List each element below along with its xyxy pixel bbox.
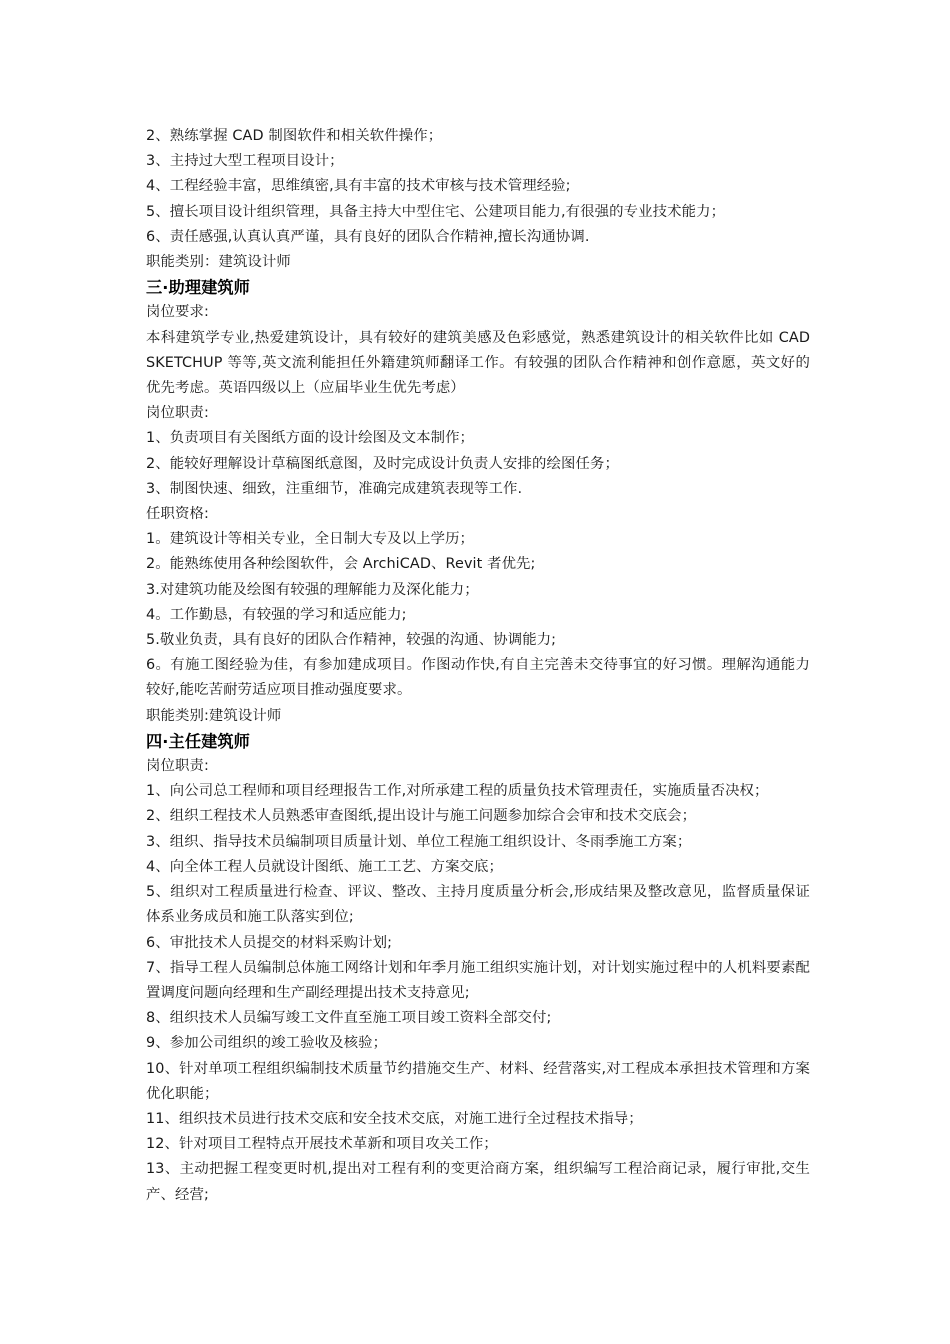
qualification-item: 4。工作勤恳，有较强的学习和适应能力; xyxy=(146,606,407,623)
duty-item: 12、针对项目工程特点开展技术革新和项目攻关工作； xyxy=(146,1136,498,1153)
requirement-item: 3、主持过大型工程项目设计； xyxy=(146,153,344,170)
duty-item: 9、参加公司组织的竣工验收及核验； xyxy=(146,1035,388,1052)
duty-item: 5、组织对工程质量进行检查、评议、整改、主持月度质量分析会,形成结果及整改意见，监督质量保证体系业务成员和施工队落实到位; xyxy=(146,884,810,926)
duty-item: 10、针对单项工程组织编制技术质量节约措施交生产、材料、经营落实,对工程成本承担技术管理和方案优化职能； xyxy=(146,1060,810,1102)
duty-item: 3、组织、指导技术员编制项目质量计划、单位工程施工组织设计、冬雨季施工方案； xyxy=(146,833,692,850)
duty-item: 13、主动把握工程变更时机,提出对工程有利的变更洽商方案，组织编写工程洽商记录，履行审批,交生产、经营; xyxy=(146,1161,810,1203)
qualification-item: 5.敬业负责，具有良好的团队合作精神，较强的沟通、协调能力; xyxy=(146,632,557,649)
qualification-item: 2。能熟练使用各种绘图软件，会 ArchiCAD、Revit 者优先; xyxy=(146,556,536,573)
job-category: 职能类别:建筑设计师 xyxy=(146,707,282,724)
duty-item: 7、指导工程人员编制总体施工网络计划和年季月施工组织实施计划，对计划实施过程中的人机料要素配置调度问题向经理和生产副经理提出技术支持意见; xyxy=(146,959,810,1001)
job-category: 职能类别：建筑设计师 xyxy=(146,254,291,271)
duty-item: 4、向全体工程人员就设计图纸、施工工艺、方案交底； xyxy=(146,858,504,875)
requirement-paragraph: 本科建筑学专业,热爱建筑设计，具有较好的建筑美感及色彩感觉，熟悉建筑设计的相关软件比如 CAD SKETCHUP 等等,英文流利能担任外籍建筑师翻译工作。有较强的团队合作精神和创作意愿，英文好的优先考虑。英语四级以上（应届毕业生优先考虑） xyxy=(146,329,810,397)
duty-item: 1、向公司总工程师和项目经理报告工作,对所承建工程的质量负技术管理责任，实施质量否决权； xyxy=(146,783,769,800)
section-heading-assistant-architect: 三·助理建筑师 xyxy=(146,278,250,298)
subsection-label: 岗位要求: xyxy=(146,304,209,321)
duty-item: 2、能较好理解设计草稿图纸意图，及时完成设计负责人安排的绘图任务； xyxy=(146,455,619,472)
section-heading-chief-architect: 四·主任建筑师 xyxy=(146,731,250,751)
requirement-item: 2、熟练掌握 CAD 制图软件和相关软件操作； xyxy=(146,128,443,144)
duty-item: 1、负责项目有关图纸方面的设计绘图及文本制作； xyxy=(146,430,475,447)
requirement-item: 4、工程经验丰富，思维缜密,具有丰富的技术审核与技术管理经验; xyxy=(146,178,571,195)
duty-item: 6、审批技术人员提交的材料采购计划; xyxy=(146,934,393,951)
duty-item: 11、组织技术员进行技术交底和安全技术交底，对施工进行全过程技术指导； xyxy=(146,1110,643,1127)
document-body xyxy=(146,124,810,1208)
duty-item: 8、组织技术人员编写竣工文件直至施工项目竣工资料全部交付; xyxy=(146,1010,552,1027)
duty-item: 3、制图快速、细致，注重细节，准确完成建筑表现等工作. xyxy=(146,480,523,497)
requirement-item: 6、责任感强,认真认真严谨，具有良好的团队合作精神,擅长沟通协调. xyxy=(146,228,590,245)
qualification-item: 1。建筑设计等相关专业，全日制大专及以上学历； xyxy=(146,531,475,548)
duty-item: 2、组织工程技术人员熟悉审查图纸,提出设计与施工问题参加综合会审和技术交底会； xyxy=(146,808,697,825)
qualification-item: 3.对建筑功能及绘图有较强的理解能力及深化能力； xyxy=(146,581,479,598)
subsection-label: 岗位职责: xyxy=(146,405,209,422)
requirement-item: 5、擅长项目设计组织管理，具备主持大中型住宅、公建项目能力,有很强的专业技术能力； xyxy=(146,203,726,220)
subsection-label: 岗位职责: xyxy=(146,758,209,775)
subsection-label: 任职资格: xyxy=(146,506,209,523)
qualification-item: 6。有施工图经验为佳，有参加建成项目。作图动作快,有自主完善未交待事宜的好习惯。理解沟通能力较好,能吃苦耐劳适应项目推动强度要求。 xyxy=(146,657,810,699)
